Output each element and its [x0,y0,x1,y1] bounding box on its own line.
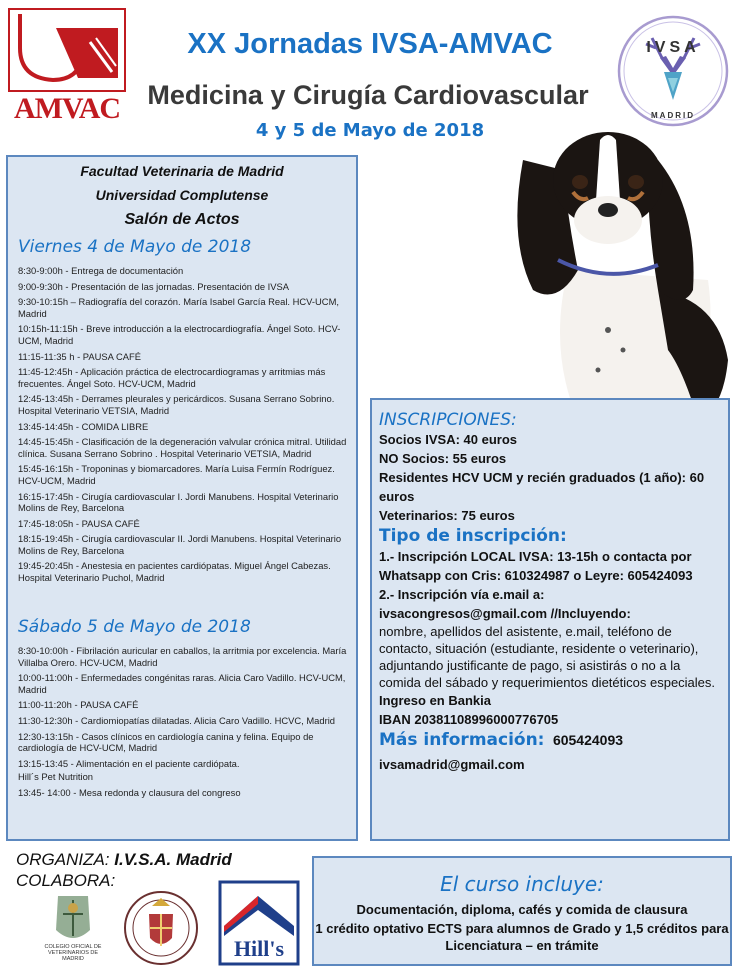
schedule-item: 13:45-14:45h - COMIDA LIBRE [18,420,149,432]
more-info-phone: 605424093 [552,732,624,748]
day1-schedule [18,265,352,588]
schedule-item: 9:30-10:15h – Radiografía del corazón. María Isabel García Real. HCV-UCM, Madrid [18,296,339,319]
colegio-veterinarios-logo [38,890,108,968]
schedule-item: 11:00-11:20h - PAUSA CAFÉ [18,699,139,711]
day1-title: Viernes 4 de Mayo de 2018 [18,237,252,257]
price-socios: Socios IVSA: 40 euros [379,432,517,447]
bank-iban: IBAN 20381108996000776705 [379,712,559,727]
registration-title: INSCRIPCIONES: [379,410,517,430]
course-includes-title: El curso incluye: [440,872,604,896]
ivsa-logo-subtext: MADRID [651,111,695,120]
ivsa-deer-icon [616,14,730,128]
venue-university: Universidad Complutense [95,187,269,203]
more-info-row [379,729,725,753]
schedule-item: 10:00-11:00h - Enfermedades congénitas raras. Alicia Caro Vadillo. HCV-UCM, Madrid [18,672,346,695]
schedule-item: 12:45-13:45h - Derrames pleurales y pericárdicos. Susana Serrano Sobrino. Hospital Veterinario VETSIA, Madrid [18,393,335,416]
more-info-label: Más información: [379,730,545,750]
ucm-seal-icon [122,884,200,968]
day2-schedule [18,645,352,803]
schedule-item: 13:15-13:45 - Alimentación en el paciente cardiópata. [18,757,240,769]
amvac-logo [8,8,126,125]
hills-brand-icon [218,880,300,966]
program-panel [6,155,358,841]
schedule-item: 11:15-11:35 h - PAUSA CAFÉ [18,350,141,362]
venue-room: Salón de Actos [124,211,240,228]
amvac-emblem-icon [8,8,126,92]
price-residentes: Residentes HCV UCM y recién graduados (1 año): 60 euros [379,470,705,504]
course-includes-box [312,856,732,966]
schedule-item: 18:15-19:45h - Cirugía cardiovascular II. Jordi Manubens. Hospital Veterinario Molins de Rey, Barcelona [18,533,342,556]
schedule-item: 11:30-12:30h - Cardiomiopatías dilatadas. Alicia Caro Vadillo. HCVC, Madrid [18,714,335,726]
organizer-line [16,850,232,870]
amvac-logo-text: AMVAC [13,92,121,125]
schedule-item: 19:45-20:45h - Anestesia en pacientes cardiópatas. Miguel Ángel Cabezas. Hospital Veterinario Puchol, Madrid [18,560,331,584]
registration-email-link[interactable]: ivsacongresos@gmail.com //Incluyendo: [379,606,631,621]
collaborators-label: COLABORA: [16,871,116,890]
page-subtitle: Medicina y Cirugía Cardiovascular [147,80,589,110]
schedule-item: 17:45-18:05h - PAUSA CAFÉ [18,517,140,529]
schedule-item: 8:30-10:00h - Fibrilación auricular en caballos, la arritmia por excelencia. María Villalba Orero. HCV-UCM, Madrid [18,645,347,668]
schedule-item: 8:30-9:00h - Entrega de documentación [18,265,184,276]
schedule-item: 11:45-12:45h - Aplicación práctica de electrocardiogramas y arritmias más frecuentes. Ángel Soto. HCV-UCM, Madrid [18,366,326,389]
price-veterinarios: Veterinarios: 75 euros [379,508,515,523]
bank-name: Ingreso en Bankia [379,693,491,708]
schedule-item: 14:45-15:45h - Clasificación de la degeneración valvular crónica mitral. Utilidad clínica. Susana Serrano Sobrino . Hospital Veterinario VETSIA, Madrid [18,436,347,459]
page-title: XX Jornadas IVSA-AMVAC [187,28,553,60]
ivsa-logo-text: IVSA [646,39,700,56]
price-no-socios: NO Socios: 55 euros [379,451,507,466]
hills-logo-text: Hill's [233,936,285,961]
registration-type-title: Tipo de inscripción: [379,526,567,546]
schedule-item: Hill´s Pet Nutrition [18,771,94,783]
schedule-item: 15:45-16:15h - Troponinas y biomarcadores. María Luisa Fermín Rodríguez. HCV-UCM, Madrid [18,463,335,486]
registration-option-local: 1.- Inscripción LOCAL IVSA: 13-15h o contacta por Whatsapp con Cris: 610324987 o Leyre: 605424093 [379,549,693,583]
organizer-name: I.V.S.A. Madrid [114,850,232,869]
hills-logo [218,880,300,966]
registration-panel [370,398,730,841]
more-info-email[interactable]: ivsamadrid@gmail.com [379,757,525,772]
registration-email-details: nombre, apellidos del asistente, e.mail, teléfono de contacto, situación (estudiante, residente o veterinario), adjuntando justificante de pago, si asistirás o no a la comida del sábado y requerimientos dietéticos especiales. [379,624,716,690]
schedule-item: 12:30-13:15h - Casos clínicos en cardiología canina y felina. Equipo de cardiología de HCV-UCM, Madrid [18,730,314,754]
organizer-label: ORGANIZA: [16,850,110,869]
colegio-logo-text: COLEGIO OFICIAL DE VETERINARIOS DE MADRID [44,944,102,962]
course-includes-line2: 1 crédito optativo ECTS para alumnos de Grado y 1,5 créditos para Licenciatura – en trámite [315,921,729,953]
ivsa-logo [616,14,730,128]
registration-option-email: 2.- Inscripción vía e.mail a: [379,587,545,602]
venue-faculty: Facultad Veterinaria de Madrid [80,163,284,179]
schedule-item: 9:00-9:30h - Presentación de las jornadas. Presentación de IVSA [18,280,290,292]
day2-title: Sábado 5 de Mayo de 2018 [18,617,251,637]
schedule-item: 10:15h-11:15h - Breve introducción a la electrocardiografía. Ángel Soto. HCV-UCM, Madrid [18,323,341,346]
schedule-item: 13:45- 14:00 - Mesa redonda y clausura del congreso [18,786,241,798]
schedule-item: 16:15-17:45h - Cirugía cardiovascular I. Jordi Manubens. Hospital Veterinario Molins de Rey, Barcelona [18,490,339,514]
ucm-logo [122,884,200,968]
event-dates: 4 y 5 de Mayo de 2018 [255,120,485,141]
course-includes-line1: Documentación, diploma, cafés y comida de clausura [356,902,688,917]
